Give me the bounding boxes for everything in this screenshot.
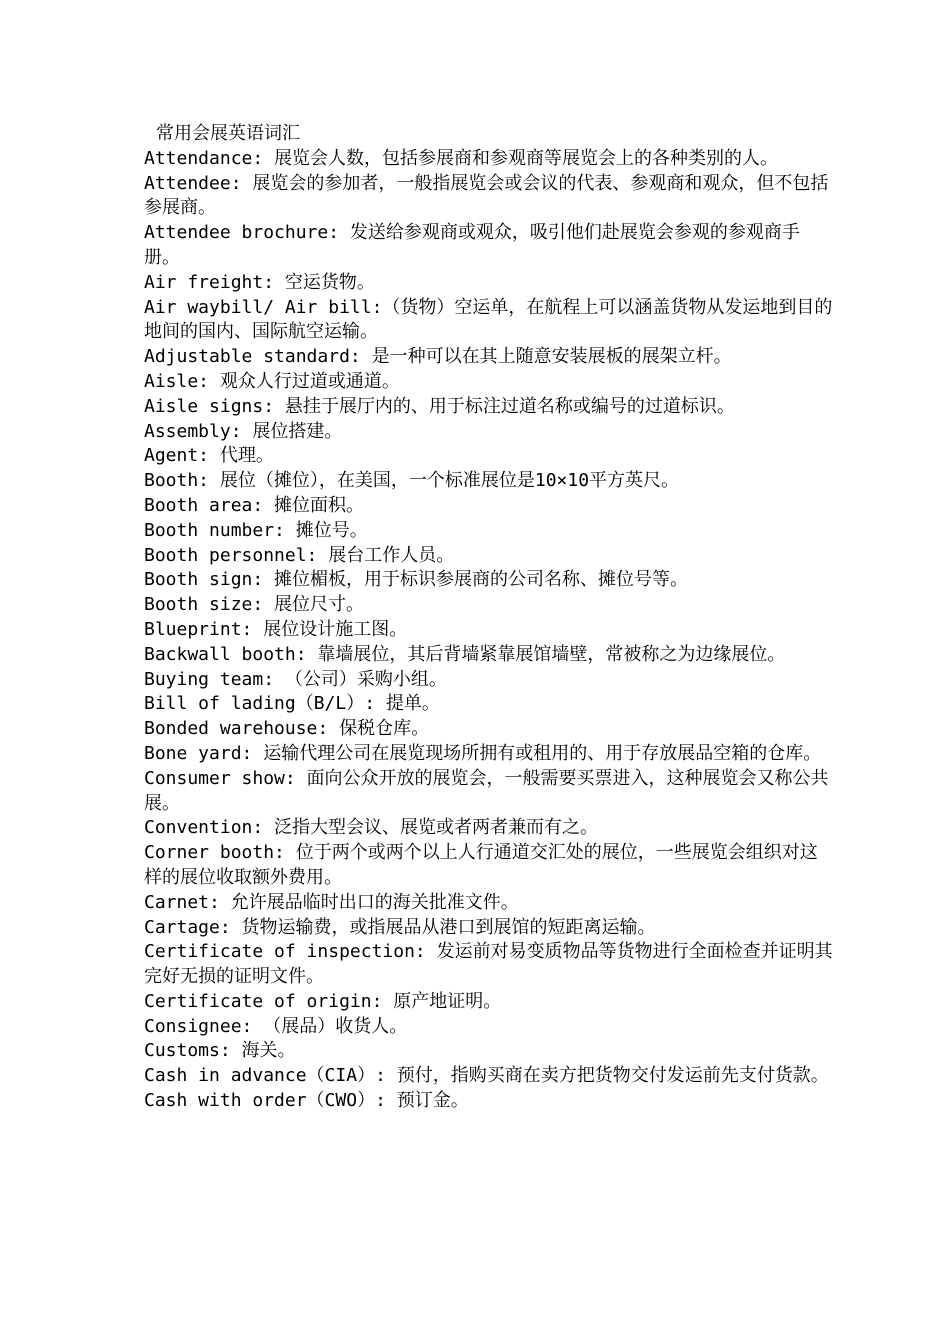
glossary-list [144, 147, 834, 1114]
glossary-entry: Attendance: 展览会人数，包括参展商和参观商等展览会上的各种类别的人。 [144, 147, 779, 169]
glossary-entry: Air freight: 空运货物。 [144, 271, 375, 293]
glossary-entry: Certificate of inspection: 发运前对易变质物品等货物进行全面检查并证明其完好无损的证明文件。 [144, 941, 833, 988]
glossary-entry: Booth: 展位（摊位），在美国，一个标准展位是10×10平方英尺。 [144, 470, 680, 492]
document-title: 常用会展英语词汇 [156, 123, 300, 144]
glossary-entry: Cash in advance（CIA）: 预付，指购买商在卖方把货物交付发运前先支付货款。 [144, 1065, 829, 1087]
glossary-entry: Cash with order（CWO）: 预订金。 [144, 1090, 469, 1112]
glossary-entry: Blueprint: 展位设计施工图。 [144, 618, 408, 640]
glossary-entry: Bonded warehouse: 保税仓库。 [144, 718, 430, 740]
glossary-entry: Cartage: 货物运输费，或指展品从港口到展馆的短距离运输。 [144, 916, 656, 938]
glossary-entry: Buying team: （公司）采购小组。 [144, 668, 447, 690]
glossary-entry: Assembly: 展位搭建。 [144, 420, 343, 442]
glossary-entry: Attendee brochure: 发送给参观商或观众，吸引他们赴展览会参观的参观商手册。 [144, 222, 800, 268]
glossary-entry: Booth sign: 摊位楣板，用于标识参展商的公司名称、摊位号等。 [144, 569, 689, 591]
glossary-entry: Consumer show: 面向公众开放的展览会，一般需要买票进入，这种展览会又称公共展。 [144, 767, 829, 814]
glossary-entry: Bone yard: 运输代理公司在展览现场所拥有或租用的、用于存放展品空箱的仓库。 [144, 742, 822, 764]
glossary-entry: Customs: 海关。 [144, 1040, 296, 1062]
glossary-entry: Air waybill/ Air bill:（货物）空运单，在航程上可以涵盖货物从发运地到目的地间的国内、国际航空运输。 [144, 296, 833, 343]
glossary-entry: Adjustable standard: 是一种可以在其上随意安装展板的展架立杆。 [144, 346, 732, 368]
glossary-entry: Booth number: 摊位号。 [144, 519, 368, 541]
glossary-entry: Booth personnel: 展台工作人员。 [144, 544, 455, 566]
glossary-entry: Bill of lading（B/L）: 提单。 [144, 693, 440, 715]
glossary-entry: Convention: 泛指大型会议、展览或者两者兼而有之。 [144, 817, 599, 839]
glossary-entry: Agent: 代理。 [144, 445, 274, 467]
glossary-entry: Booth size: 展位尺寸。 [144, 594, 365, 616]
glossary-entry: Corner booth: 位于两个或两个以上人行通道交汇处的展位，一些展览会组织对这样的展位收取额外费用。 [144, 842, 818, 888]
glossary-entry: Carnet: 允许展品临时出口的海关批准文件。 [144, 891, 519, 913]
glossary-entry: Aisle signs: 悬挂于展厅内的、用于标注过道名称或编号的过道标识。 [144, 395, 735, 417]
glossary-entry: Booth area: 摊位面积。 [144, 494, 365, 516]
glossary-entry: Certificate of origin: 原产地证明。 [144, 990, 502, 1012]
glossary-entry: Consignee: （展品）收货人。 [144, 1015, 408, 1037]
glossary-entry: Backwall booth: 靠墙展位，其后背墙紧靠展馆墙壁，常被称之为边缘展位。 [144, 643, 786, 665]
document-page [144, 122, 834, 1114]
glossary-entry: Aisle: 观众人行过道或通道。 [144, 370, 400, 392]
glossary-entry: Attendee: 展览会的参加者，一般指展览会或会议的代表、参观商和观众，但不包括参展商。 [144, 172, 829, 219]
